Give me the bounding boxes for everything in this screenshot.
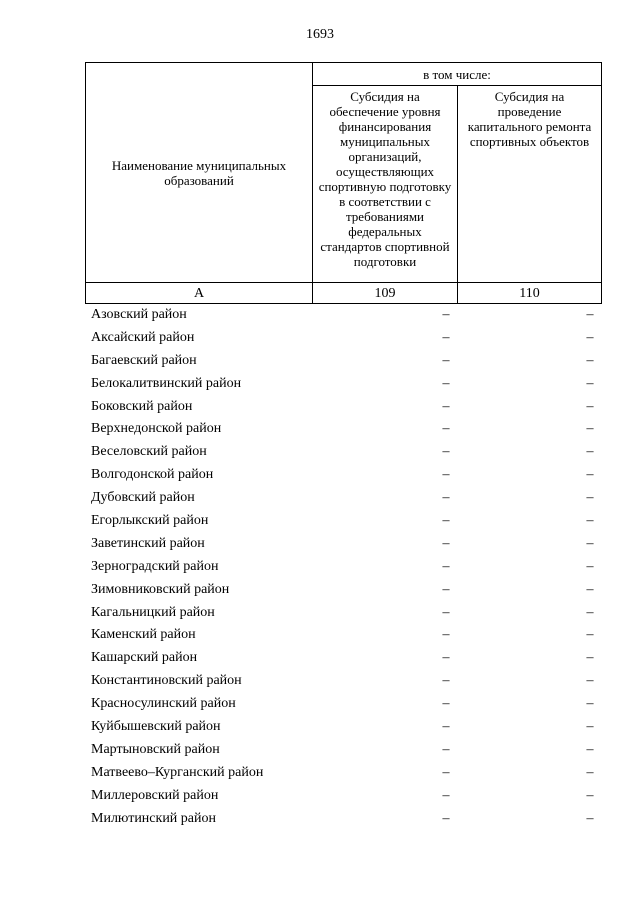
table-row [91,373,601,396]
header-code-110: 110 [458,283,602,304]
value-110: – [586,535,594,551]
value-110: – [586,329,594,345]
municipality-name: Заветинский район [91,535,205,551]
value-110: – [586,627,594,643]
value-109: – [442,329,450,345]
municipality-name: Боковский район [91,398,193,414]
table-row [91,762,601,785]
municipality-name: Белокалитвинский район [91,375,242,391]
value-109: – [442,627,450,643]
value-110: – [586,467,594,483]
value-110: – [586,650,594,666]
table-row [91,464,601,487]
header-col-109-title: Субсидия на обеспечение уровня финансирования муниципальных организаций, осуществляющих спортивную подготовку в соответствии с требованиями федеральных стандартов спортивной подготовки [313,86,458,283]
municipality-name: Волгодонской район [91,467,214,483]
value-109: – [442,696,450,712]
value-110: – [586,307,594,322]
municipality-name: Кагальницкий район [91,604,215,620]
municipality-name: Куйбышевский район [91,719,221,735]
table-row [91,785,601,808]
municipality-name: Верхнедонской район [91,421,222,437]
value-109: – [442,490,450,506]
table-row [91,647,601,670]
value-109: – [442,398,450,414]
municipality-name: Константиновский район [91,673,242,689]
municipality-name: Мартыновский район [91,741,220,757]
value-110: – [586,352,594,368]
value-110: – [586,421,594,437]
municipality-name: Миллеровский район [91,787,219,803]
value-110: – [586,558,594,574]
table-header [85,62,602,304]
table-row [91,396,601,419]
table-row [91,441,601,464]
header-including-group: в том числе: [313,63,602,86]
value-110: – [586,444,594,460]
municipality-name: Веселовский район [91,444,207,460]
municipality-name: Милютинский район [91,810,217,826]
table-row [91,304,601,327]
value-109: – [442,467,450,483]
header-col-110-title: Субсидия на проведение капитального ремонта спортивных объектов [458,86,602,283]
header-municipality-name: Наименование муниципальных образований [86,63,313,283]
table-row [91,670,601,693]
table-row [91,602,601,625]
value-110: – [586,375,594,391]
municipality-name: Дубовский район [91,490,195,506]
table-row [91,350,601,373]
municipality-name: Егорлыкский район [91,513,209,529]
municipality-name: Багаевский район [91,352,197,368]
page-number: 1693 [306,27,334,42]
value-110: – [586,764,594,780]
municipality-name: Кашарский район [91,650,198,666]
value-110: – [586,398,594,414]
value-109: – [442,741,450,757]
value-109: – [442,650,450,666]
value-110: – [586,581,594,597]
table-row [91,533,601,556]
table-row [91,510,601,533]
value-109: – [442,787,450,803]
municipality-name: Матвеево–Курганский район [91,764,264,780]
municipality-name: Зерноградский район [91,558,219,574]
table-row [91,808,601,831]
header-code-109: 109 [313,283,458,304]
value-110: – [586,604,594,620]
value-110: – [586,810,594,826]
table-row [91,556,601,579]
table-row [91,327,601,350]
table-row [91,487,601,510]
table-row [91,418,601,441]
value-109: – [442,444,450,460]
value-109: – [442,581,450,597]
value-110: – [586,513,594,529]
table-row [91,716,601,739]
value-109: – [442,375,450,391]
header-code-a: А [86,283,313,304]
value-109: – [442,764,450,780]
value-109: – [442,673,450,689]
value-109: – [442,604,450,620]
municipality-name: Аксайский район [91,329,195,345]
value-109: – [442,421,450,437]
table-body [91,304,601,830]
municipality-name: Каменский район [91,627,196,643]
table-row [91,739,601,762]
value-109: – [442,558,450,574]
value-110: – [586,490,594,506]
municipality-name: Азовский район [91,307,187,322]
municipality-name: Красносулинский район [91,696,236,712]
value-110: – [586,673,594,689]
value-110: – [586,719,594,735]
value-109: – [442,307,450,322]
value-109: – [442,719,450,735]
value-110: – [586,787,594,803]
table-row [91,624,601,647]
value-110: – [586,696,594,712]
value-109: – [442,352,450,368]
value-109: – [442,535,450,551]
value-109: – [442,810,450,826]
value-110: – [586,741,594,757]
table-row [91,579,601,602]
table-row [91,693,601,716]
value-109: – [442,513,450,529]
municipality-name: Зимовниковский район [91,581,230,597]
